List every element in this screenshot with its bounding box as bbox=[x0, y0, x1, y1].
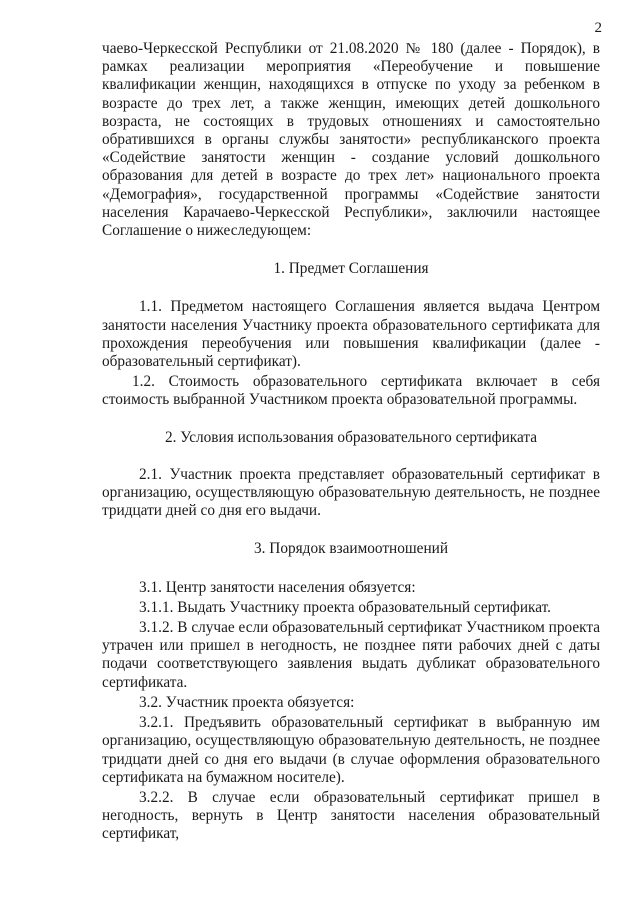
page-number: 2 bbox=[594, 20, 602, 36]
clause-1-1: 1.1. Предметом настоящего Соглашения является выдача Центром занятости населения Участнику проекта образовательного сертификата для прохождения переобучения или повышения квалификации (далее - образовательный сертификат). bbox=[102, 298, 600, 371]
clause-3-1-2: 3.1.2. В случае если образовательный сертификат Участником проекта утрачен или пришел в негодность, не позднее пяти рабочих дней с даты подачи соответствующего заявления выдать дубликат образовательного сертификата. bbox=[102, 619, 600, 691]
clause-2-1: 2.1. Участник проекта представляет образовательный сертификат в организацию, осуществляющую образовательную деятельность, не позднее тридцати дней со дня его выдачи. bbox=[102, 465, 600, 520]
clause-3-2-1: 3.2.1. Предъявить образовательный сертификат в выбранную им организацию, осуществляющую образовательную деятельность, не позднее тридцати дней со дня его выдачи (в случае оформления образовательного сертификата на бумажном носителе). bbox=[102, 714, 600, 786]
clause-1-2: 1.2. Стоимость образовательного сертификата включает в себя стоимость выбранной Участником проекта образовательной программы. bbox=[102, 373, 600, 409]
section-2-heading: 2. Условия использования образовательного сертификата bbox=[164, 428, 538, 446]
document-body bbox=[102, 40, 600, 844]
intro-paragraph: чаево-Черкесской Республики от 21.08.2020 № 180 (далее - Порядок), в рамках реализации мероприятия «Переобучение и повышение квалификации женщин, находящихся в отпуске по уходу за ребенком в возрасте до трех лет, а также женщин, имеющих детей дошкольного возраста, не состоящих в трудовых отношениях и самостоятельно обратившихся в органы службы занятости» республиканского проекта «Содействие занятости женщин - создание условий дошкольного образования для детей в возрасте до трех лет» национального проекта «Демография», государственной программы «Содействие занятости населения Карачаево-Черкесской Республики», заключили настоящее Соглашение о нижеследующем: bbox=[102, 40, 600, 240]
section-3-heading: 3. Порядок взаимоотношений bbox=[253, 540, 449, 558]
clause-3-2: 3.2. Участник проекта обязуется: bbox=[139, 693, 355, 711]
clause-3-2-2: 3.2.2. В случае если образовательный сертификат пришел в негодность, вернуть в Центр занятости населения образовательный сертификат, bbox=[102, 788, 600, 843]
clause-3-1-1: 3.1.1. Выдать Участнику проекта образовательный сертификат. bbox=[139, 598, 551, 616]
section-1-heading: 1. Предмет Соглашения bbox=[273, 260, 429, 278]
clause-3-1: 3.1. Центр занятости населения обязуется: bbox=[139, 578, 416, 596]
